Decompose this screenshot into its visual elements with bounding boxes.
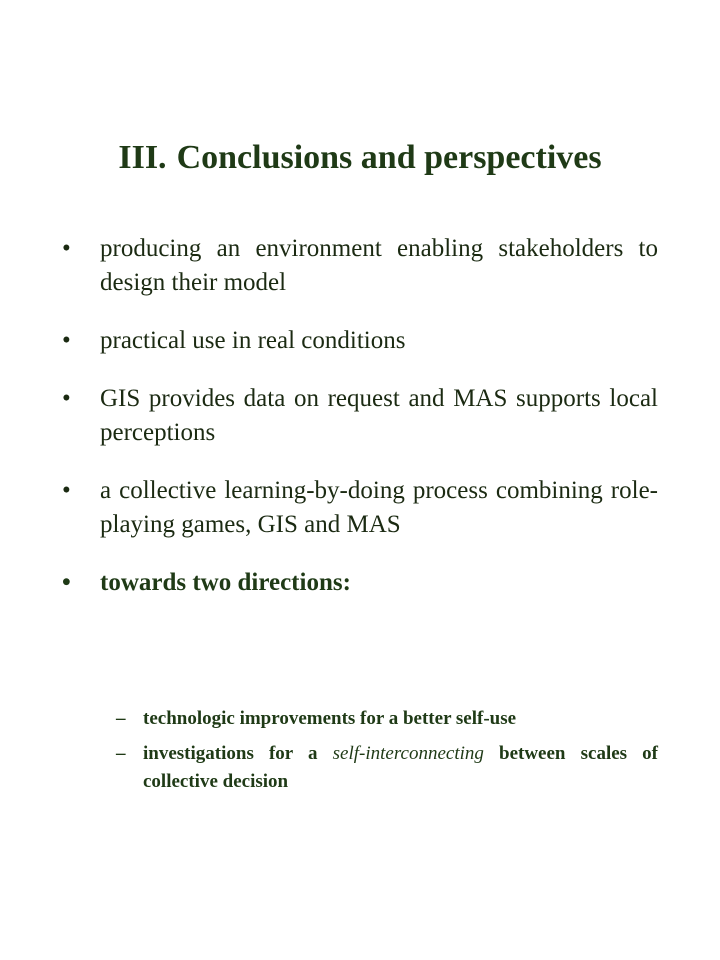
bullet-item bbox=[62, 474, 658, 542]
bullet-item bbox=[62, 382, 658, 450]
sub-bullet-item bbox=[116, 705, 658, 733]
bullet-text: practical use in real conditions bbox=[100, 327, 406, 354]
bullet-text: producing an environment enabling stakeholders to design their model bbox=[100, 235, 658, 296]
bullet-dot-icon: • bbox=[62, 327, 71, 354]
bullet-text: towards two directions: bbox=[100, 569, 351, 596]
dash-icon: – bbox=[116, 743, 126, 764]
sub-bullet-text: technologic improvements for a better self-use bbox=[143, 708, 517, 729]
slide-title bbox=[0, 136, 720, 180]
title-text: Conclusions and perspectives bbox=[176, 139, 602, 176]
title-number: III. bbox=[118, 139, 167, 176]
sub-bullet-list bbox=[116, 705, 658, 803]
sub-bullet-text-emphasis: self-interconnecting bbox=[332, 743, 484, 764]
bullet-item bbox=[62, 324, 658, 358]
bullet-item bbox=[62, 232, 658, 300]
bullet-item-directions bbox=[62, 566, 658, 600]
bullet-dot-icon: • bbox=[62, 569, 71, 596]
bullet-dot-icon: • bbox=[62, 385, 71, 412]
bullet-dot-icon: • bbox=[62, 477, 71, 504]
sub-bullet-text-pre: investigations for a bbox=[143, 743, 333, 764]
sub-bullet-item bbox=[116, 740, 658, 796]
dash-icon: – bbox=[116, 708, 126, 729]
bullet-text: a collective learning-by-doing process combining role-playing games, GIS and MAS bbox=[100, 477, 658, 538]
bullet-list bbox=[62, 232, 658, 610]
bullet-text: GIS provides data on request and MAS supports local perceptions bbox=[100, 385, 658, 446]
sub-bullet-text-post: between scales of collective decision bbox=[143, 743, 658, 792]
bullet-dot-icon: • bbox=[62, 235, 71, 262]
